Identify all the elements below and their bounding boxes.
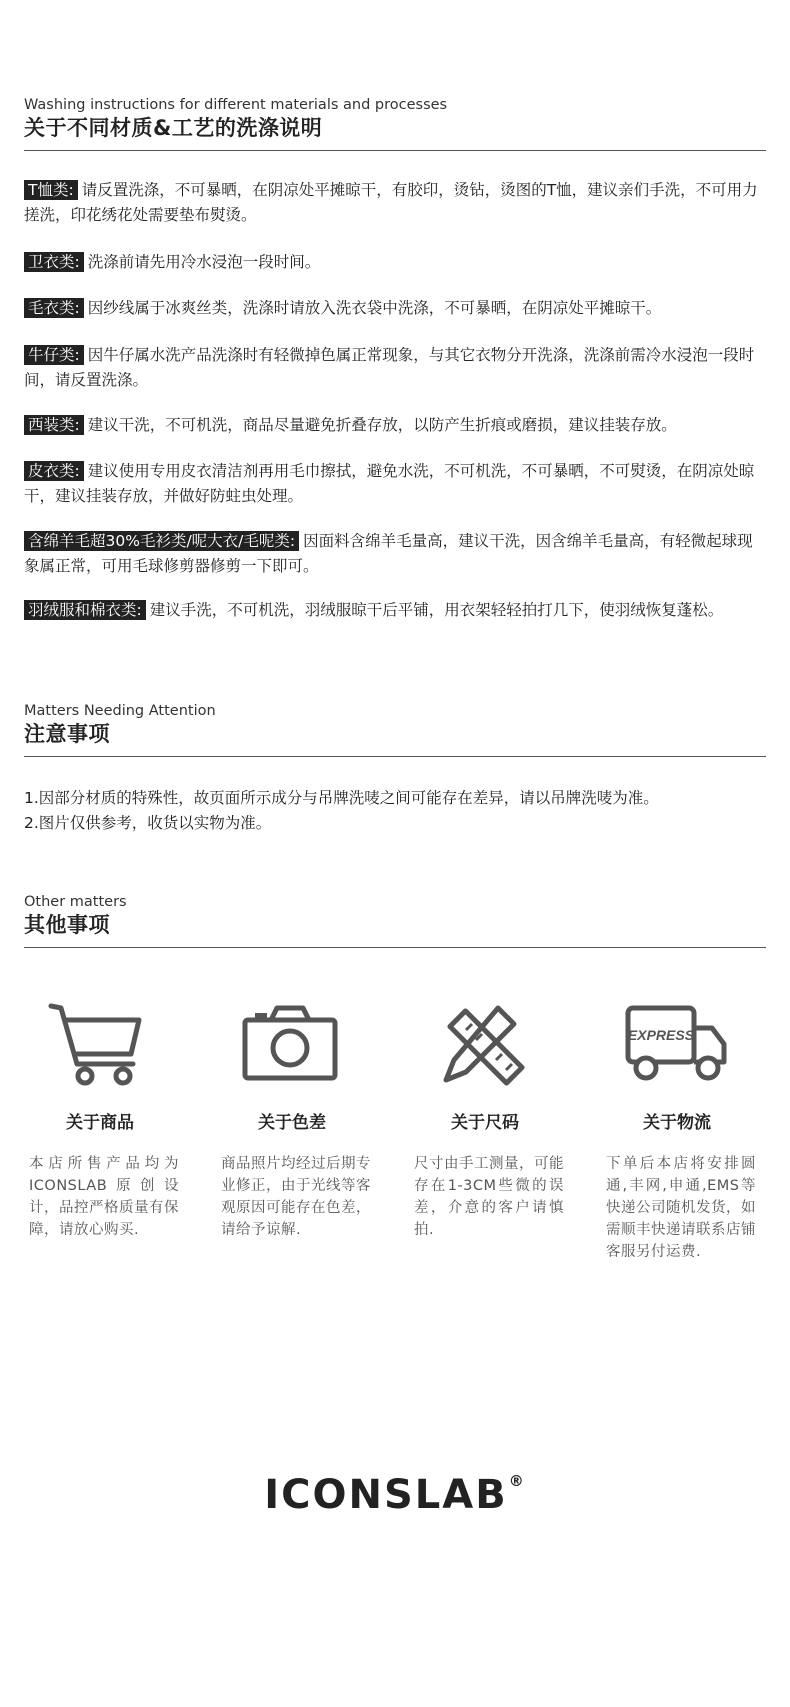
washing-tag: 皮衣类:	[24, 461, 84, 481]
washing-tag: 羽绒服和棉衣类:	[24, 600, 146, 620]
delivery-truck-icon	[624, 1000, 728, 1088]
washing-item-wool	[24, 529, 766, 579]
washing-text: 因纱线属于冰爽丝类，洗涤时请放入洗衣袋中洗涤，不可暴晒，在阴凉处平摊晾干。	[87, 299, 662, 317]
washing-item-denim	[24, 343, 766, 393]
column-title: 关于商品	[66, 1113, 134, 1133]
washing-tag: 西装类:	[24, 415, 84, 435]
column-text: 商品照片均经过后期专业修正，由于光线等客观原因可能存在色差，请给予谅解.	[221, 1156, 371, 1238]
other-title-cn: 其他事项	[24, 913, 110, 937]
washing-text: 因牛仔属水洗产品洗涤时有轻微掉色属正常现象，与其它衣物分开洗涤，洗涤前需冷水浸泡一段时间，请反置洗涤。	[24, 346, 755, 389]
section-divider	[24, 150, 766, 151]
washing-tag: 毛衣类:	[24, 298, 84, 318]
washing-tag: T恤类:	[24, 180, 78, 200]
section-divider	[24, 947, 766, 948]
washing-title-en: Washing instructions for different materials and processes	[24, 97, 448, 113]
washing-title-cn: 关于不同材质&工艺的洗涤说明	[24, 116, 323, 140]
washing-item-hoodie	[24, 250, 766, 275]
attention-line-1: 1.因部分材质的特殊性，故页面所示成分与吊牌洗唛之间可能存在差异，请以吊牌洗唛为准。	[24, 789, 659, 807]
column-text: 本店所售产品均为ICONSLAB原创设计，品控严格质量有保障，请放心购买.	[29, 1156, 179, 1238]
column-title: 关于尺码	[451, 1113, 519, 1133]
washing-section-header	[24, 96, 766, 151]
column-title: 关于物流	[643, 1113, 711, 1133]
washing-text: 请反置洗涤，不可暴晒，在阴凉处平摊晾干，有胶印，烫钻，烫图的T恤，建议亲们手洗，不可用力搓洗，印花绣花处需要垫布熨烫。	[24, 181, 758, 224]
washing-tag: 牛仔类:	[24, 345, 84, 365]
washing-item-down	[24, 598, 766, 623]
washing-tag: 卫衣类:	[24, 252, 84, 272]
truck-label: EXPRESS	[627, 1027, 695, 1043]
other-section-header	[24, 893, 766, 948]
registered-mark: ®	[508, 1471, 526, 1490]
washing-text: 洗涤前请先用冷水浸泡一段时间。	[87, 253, 321, 271]
camera-icon	[239, 1000, 343, 1088]
washing-tag: 含绵羊毛超30%毛衫类/呢大衣/毛呢类:	[24, 531, 299, 551]
washing-item-sweater	[24, 296, 766, 321]
brand-logo	[0, 1472, 790, 1518]
washing-text: 因面料含绵羊毛量高，建议干洗，因含绵羊毛量高，有轻微起球现象属正常，可用毛球修剪器修剪一下即可。	[24, 532, 753, 575]
washing-item-leather	[24, 459, 766, 509]
washing-item-suit	[24, 413, 766, 438]
washing-text: 建议干洗，不可机洗，商品尽量避免折叠存放，以防产生折痕或磨损，建议挂装存放。	[87, 416, 677, 434]
attention-title-cn: 注意事项	[24, 722, 110, 746]
other-title-en: Other matters	[24, 894, 127, 910]
section-divider	[24, 756, 766, 757]
brand-name: ICONSLAB	[264, 1472, 508, 1518]
washing-text: 建议使用专用皮衣清洁剂再用毛巾擦拭，避免水洗，不可机洗，不可暴晒，不可熨烫，在阴凉处晾干，建议挂装存放，并做好防蛀虫处理。	[24, 462, 755, 505]
column-text: 下单后本店将安排圆通,丰网,申通,EMS等快递公司随机发货，如需顺丰快递请联系店铺客服另付运费.	[606, 1156, 756, 1260]
shopping-cart-icon	[47, 1000, 151, 1088]
column-title: 关于色差	[258, 1113, 326, 1133]
washing-text: 建议手洗，不可机洗，羽绒服晾干后平铺，用衣架轻轻拍打几下，使羽绒恢复蓬松。	[149, 601, 724, 619]
attention-title-en: Matters Needing Attention	[24, 703, 216, 719]
column-text: 尺寸由手工测量，可能存在1-3CM些微的误差，介意的客户请慎拍.	[414, 1156, 564, 1238]
washing-item-tshirt	[24, 178, 766, 228]
ruler-pencil-icon	[432, 1000, 536, 1088]
attention-line-2: 2.图片仅供参考，收货以实物为准。	[24, 814, 272, 832]
attention-section-header	[24, 702, 766, 757]
